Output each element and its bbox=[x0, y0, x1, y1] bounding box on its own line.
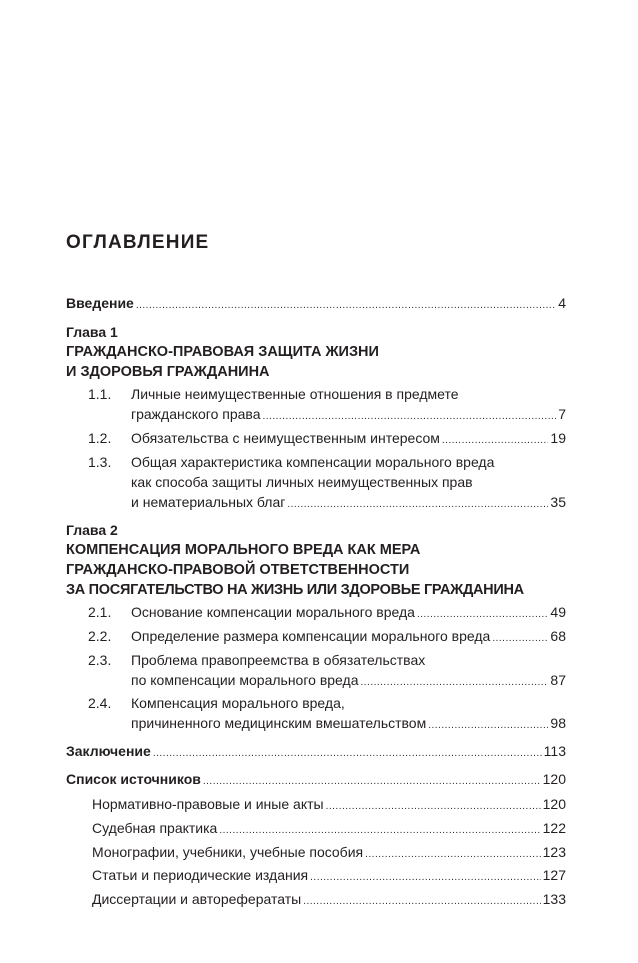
toc-entry-2-4[interactable] bbox=[66, 692, 566, 714]
toc-label: Судебная практика bbox=[92, 820, 218, 836]
toc-page-number: 127 bbox=[542, 867, 566, 883]
chapter-2-heading-line: ЗА ПОСЯГАТЕЛЬСТВО НА ЖИЗНЬ ИЛИ ЗДОРОВЬЕ ГРАЖДАНИНА bbox=[66, 582, 524, 598]
toc-entry-sources-item[interactable] bbox=[66, 793, 566, 818]
section-title-line: и нематериальных благ bbox=[131, 494, 286, 510]
dot-leader bbox=[303, 891, 540, 913]
toc-page-number: 120 bbox=[542, 771, 566, 787]
dot-leader bbox=[153, 743, 542, 765]
section-number: 2.4. bbox=[88, 695, 112, 711]
toc-label: Нормативно-правовые и иные акты bbox=[92, 796, 324, 812]
toc-entry-1-1-cont[interactable] bbox=[66, 403, 566, 428]
dot-leader bbox=[360, 672, 548, 694]
section-number: 2.1. bbox=[88, 604, 112, 620]
section-title-line: Компенсация морального вреда, bbox=[131, 695, 345, 711]
section-title-line: Определение размера компенсации морального вреда bbox=[131, 628, 491, 644]
dot-leader bbox=[326, 796, 541, 818]
toc-entry-intro[interactable] bbox=[66, 292, 566, 317]
section-number: 1.2. bbox=[88, 430, 112, 446]
dot-leader bbox=[287, 494, 548, 516]
toc-label: Заключение bbox=[66, 743, 151, 759]
toc-entry-sources-item[interactable] bbox=[66, 888, 566, 913]
dot-leader bbox=[136, 295, 556, 317]
toc-entry-conclusion[interactable] bbox=[66, 740, 566, 765]
dot-leader bbox=[442, 430, 549, 452]
toc-entry-2-3-cont[interactable] bbox=[66, 669, 566, 694]
section-title-line: Обязательства с неимущественным интересом bbox=[131, 430, 440, 446]
toc-page-number: 113 bbox=[543, 743, 566, 759]
chapter-1-heading-line: ГРАЖДАНСКО-ПРАВОВАЯ ЗАЩИТА ЖИЗНИ bbox=[66, 344, 379, 360]
toc-entry-2-2[interactable] bbox=[66, 625, 566, 650]
toc-label: Статьи и периодические издания bbox=[92, 867, 309, 883]
section-title-line: Основание компенсации морального вреда bbox=[131, 604, 415, 620]
toc-page-number: 133 bbox=[542, 891, 566, 907]
section-number: 1.1. bbox=[88, 386, 112, 402]
toc-entry-1-3[interactable] bbox=[66, 451, 566, 473]
toc-entry-2-1[interactable] bbox=[66, 601, 566, 626]
chapter-2-label: Глава 2 bbox=[66, 522, 118, 538]
dot-leader bbox=[310, 867, 541, 889]
toc-page-number: 49 bbox=[550, 604, 566, 620]
dot-leader bbox=[417, 604, 548, 626]
dot-leader bbox=[428, 715, 548, 737]
section-title-line: как способа защиты личных неимущественных прав bbox=[131, 474, 473, 490]
toc-page-number: 19 bbox=[550, 430, 566, 446]
toc-entry-1-3-cont[interactable] bbox=[66, 491, 566, 516]
section-title-line: по компенсации морального вреда bbox=[131, 672, 359, 688]
toc-entry-1-2[interactable] bbox=[66, 427, 566, 452]
section-title-line: Общая характеристика компенсации морального вреда bbox=[131, 454, 495, 470]
chapter-2-heading-line: ГРАЖДАНСКО-ПРАВОВОЙ ОТВЕТСТВЕННОСТИ bbox=[66, 562, 410, 578]
toc-entry-2-3[interactable] bbox=[66, 649, 566, 671]
toc-entry-sources-item[interactable] bbox=[66, 864, 566, 889]
chapter-1-label: Глава 1 bbox=[66, 324, 118, 340]
toc-page-number: 123 bbox=[542, 844, 566, 860]
page-title: ОГЛАВЛЕНИЕ bbox=[66, 232, 210, 253]
section-title-line: причиненного медицинским вмешательством bbox=[131, 715, 427, 731]
dot-leader bbox=[203, 771, 541, 793]
section-number: 1.3. bbox=[88, 454, 112, 470]
dot-leader bbox=[263, 406, 557, 428]
section-title-line: Личные неимущественные отношения в предмете bbox=[131, 386, 459, 402]
chapter-1-heading-line: И ЗДОРОВЬЯ ГРАЖДАНИНА bbox=[66, 364, 270, 380]
toc-entry-2-4-cont[interactable] bbox=[66, 712, 566, 737]
toc-entry-1-1[interactable] bbox=[66, 383, 566, 405]
toc-label: Введение bbox=[66, 295, 134, 311]
section-number: 2.3. bbox=[88, 652, 112, 668]
dot-leader bbox=[365, 844, 541, 866]
chapter-2-heading-line: КОМПЕНСАЦИЯ МОРАЛЬНОГО ВРЕДА КАК МЕРА bbox=[66, 542, 421, 558]
toc-entry-sources[interactable] bbox=[66, 768, 566, 793]
toc-label: Монографии, учебники, учебные пособия bbox=[92, 844, 364, 860]
toc-page-number: 35 bbox=[550, 494, 566, 510]
section-number: 2.2. bbox=[88, 628, 112, 644]
toc-page-number: 98 bbox=[550, 715, 566, 731]
toc-entry-sources-item[interactable] bbox=[66, 841, 566, 866]
toc-label: Список источников bbox=[66, 771, 201, 787]
toc-page-number: 122 bbox=[542, 820, 566, 836]
toc-page-number: 68 bbox=[550, 628, 566, 644]
toc-page-number: 7 bbox=[558, 406, 566, 422]
toc-page-number: 120 bbox=[542, 796, 566, 812]
section-title-line: Проблема правопреемства в обязательствах bbox=[131, 652, 426, 668]
section-title-line: гражданского права bbox=[131, 406, 261, 422]
toc-label: Диссертации и автореферататы bbox=[92, 891, 302, 907]
dot-leader bbox=[219, 820, 540, 842]
toc-entry-sources-item[interactable] bbox=[66, 817, 566, 842]
toc-page-number: 4 bbox=[558, 295, 566, 311]
toc-page-number: 87 bbox=[550, 672, 566, 688]
dot-leader bbox=[492, 628, 548, 650]
